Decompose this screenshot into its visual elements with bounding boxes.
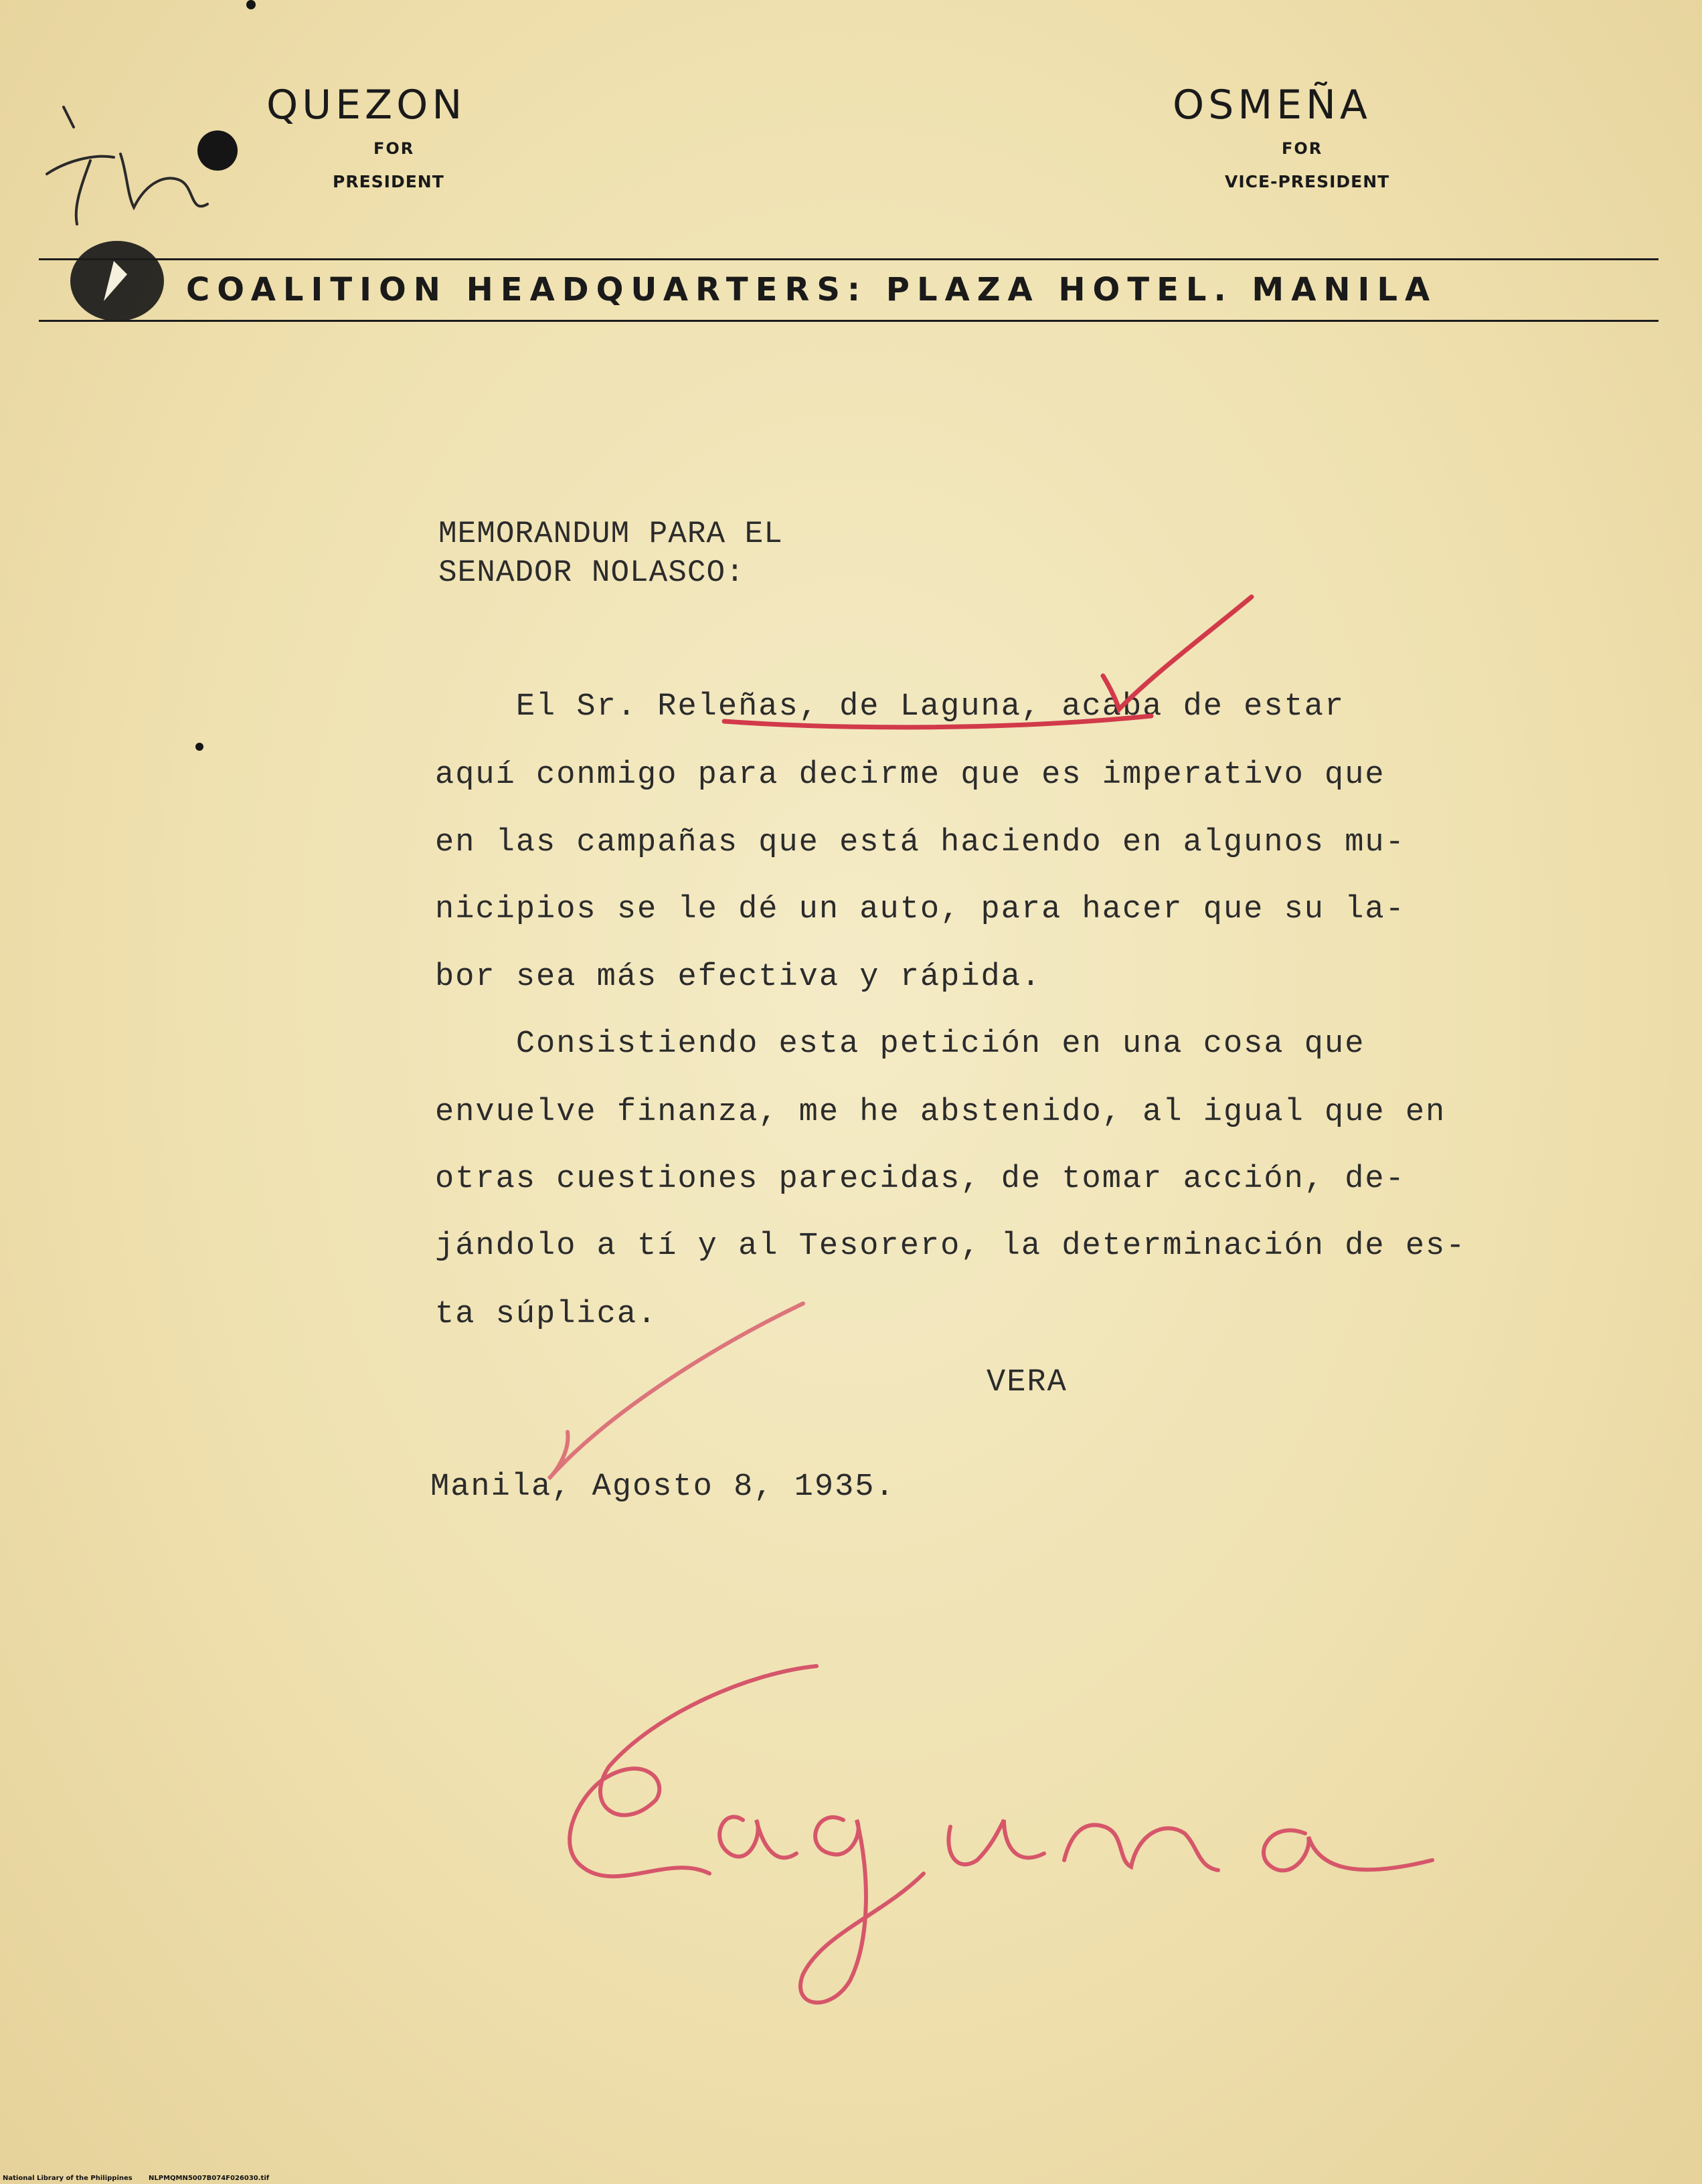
body-line-10: ta súplica.: [435, 1297, 658, 1332]
candidate-office-right: VICE-PRESIDENT: [1225, 172, 1390, 191]
footer-institution: National Library of the Philippines: [3, 2175, 133, 2182]
script-letter-a1: [719, 1817, 796, 1857]
script-letter-n: [1064, 1825, 1218, 1870]
candidate-for-left: FOR: [373, 139, 415, 158]
script-letter-a2: [1264, 1830, 1432, 1870]
body-line-7: envuelve finanza, me he abstenido, al igual que en: [435, 1095, 1446, 1130]
ink-dot-icon: [246, 0, 256, 9]
body-line-2: aquí conmigo para decirme que es imperativo que: [435, 757, 1385, 793]
red-check-mark-top: [1103, 597, 1252, 709]
headquarters-line: COALITION HEADQUARTERS: PLAZA HOTEL. MANILA: [186, 271, 1438, 308]
candidate-office-left: PRESIDENT: [333, 172, 444, 191]
script-letter-u: [948, 1820, 1044, 1864]
date-line: Manila, Agosto 8, 1935.: [430, 1469, 896, 1505]
body-line-8: otras cuestiones parecidas, de tomar acción, de-: [435, 1162, 1406, 1197]
red-check-mark-bottom: [549, 1303, 803, 1479]
red-underline: [724, 716, 1151, 727]
body-line-6: Consistiendo esta petición en una cosa que: [435, 1026, 1365, 1062]
memo-heading-line-2: SENADOR NOLASCO:: [438, 555, 745, 590]
ink-blot-icon: [197, 130, 238, 171]
body-line-9: jándolo a tí y al Tesorero, la determinación de es-: [435, 1228, 1466, 1264]
body-line-1: El Sr. Releñas, de Laguna, acaba de estar: [435, 689, 1345, 725]
candidate-name-right: OSMEÑA: [1173, 82, 1371, 128]
scrawl-fil-icon: [47, 154, 207, 224]
script-letter-L: [570, 1666, 817, 1876]
top-left-annotation: [27, 80, 268, 321]
footer-file-id: NLPMQMN5007B074F026030.tif: [149, 2175, 270, 2182]
ink-dot-icon: [195, 743, 203, 751]
memo-heading-line-1: MEMORANDUM PARA EL: [438, 517, 783, 551]
body-line-4: nicipios se le dé un auto, para hacer que su la-: [435, 892, 1406, 927]
body-line-5: bor sea más efectiva y rápida.: [435, 960, 1042, 995]
body-line-3: en las campañas que está haciendo en algunos mu-: [435, 825, 1406, 860]
script-letter-g: [800, 1817, 924, 2003]
typed-signature: VERA: [987, 1365, 1068, 1400]
candidate-for-right: FOR: [1282, 139, 1323, 158]
candidate-name-left: QUEZON: [266, 82, 466, 128]
